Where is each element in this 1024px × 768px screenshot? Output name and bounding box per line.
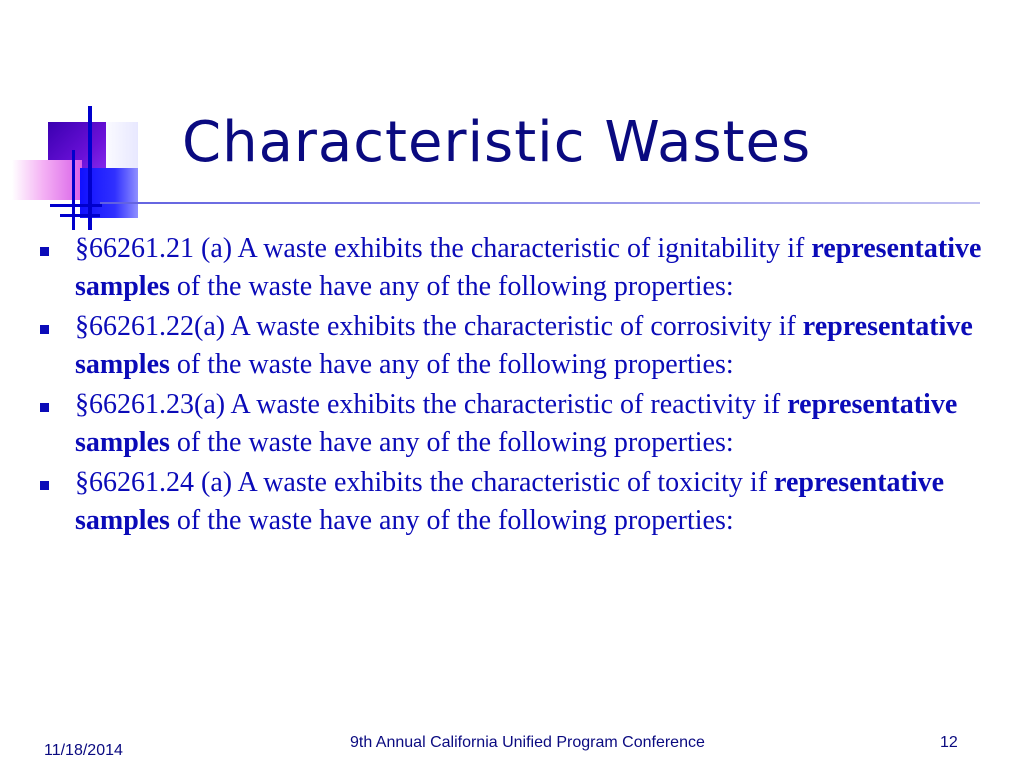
bullet-bold-text: representative samples xyxy=(75,467,945,536)
bullet-bold-text: representative samples xyxy=(75,311,973,380)
square-bullet-icon xyxy=(40,247,49,256)
horizontal-line xyxy=(60,214,100,217)
bullet-item xyxy=(40,386,990,461)
vertical-line xyxy=(72,150,75,230)
bullet-text: §66261.24 (a) A waste exhibits the characteristic of toxicity if xyxy=(75,467,775,498)
bullet-text: of the waste have any of the following properties: xyxy=(169,348,734,380)
square-bullet-icon xyxy=(40,481,49,490)
bullet-text: of the waste have any of the following properties: xyxy=(169,504,734,536)
bullet-text: of the waste have any of the following properties: xyxy=(169,270,734,302)
bullet-text: §66261.21 (a) A waste exhibits the characteristic of ignitability if xyxy=(75,233,812,264)
decorative-squares-logo xyxy=(0,0,160,240)
footer-page-number: 12 xyxy=(940,734,958,751)
footer-date: 11/18/2014 xyxy=(44,742,123,759)
slide-title: Characteristic Wastes xyxy=(182,110,812,175)
bullet-item xyxy=(40,230,990,305)
bullet-bold-text: representative samples xyxy=(75,233,982,302)
bullet-bold-text: representative samples xyxy=(75,389,958,458)
square-bullet-icon xyxy=(40,403,49,412)
square-bullet-icon xyxy=(40,325,49,334)
footer-conference-name: 9th Annual California Unified Program Conference xyxy=(350,734,705,751)
bullet-text: §66261.22(a) A waste exhibits the characteristic of corrosivity if xyxy=(75,311,803,342)
vertical-line xyxy=(88,106,92,230)
bullet-text: §66261.23(a) A waste exhibits the characteristic of reactivity if xyxy=(75,389,788,420)
horizontal-line xyxy=(50,204,102,207)
title-divider xyxy=(100,202,980,204)
bullet-item xyxy=(40,464,990,539)
bullet-item xyxy=(40,308,990,383)
bullet-text: of the waste have any of the following properties: xyxy=(169,426,734,458)
bullet-list xyxy=(40,230,990,542)
